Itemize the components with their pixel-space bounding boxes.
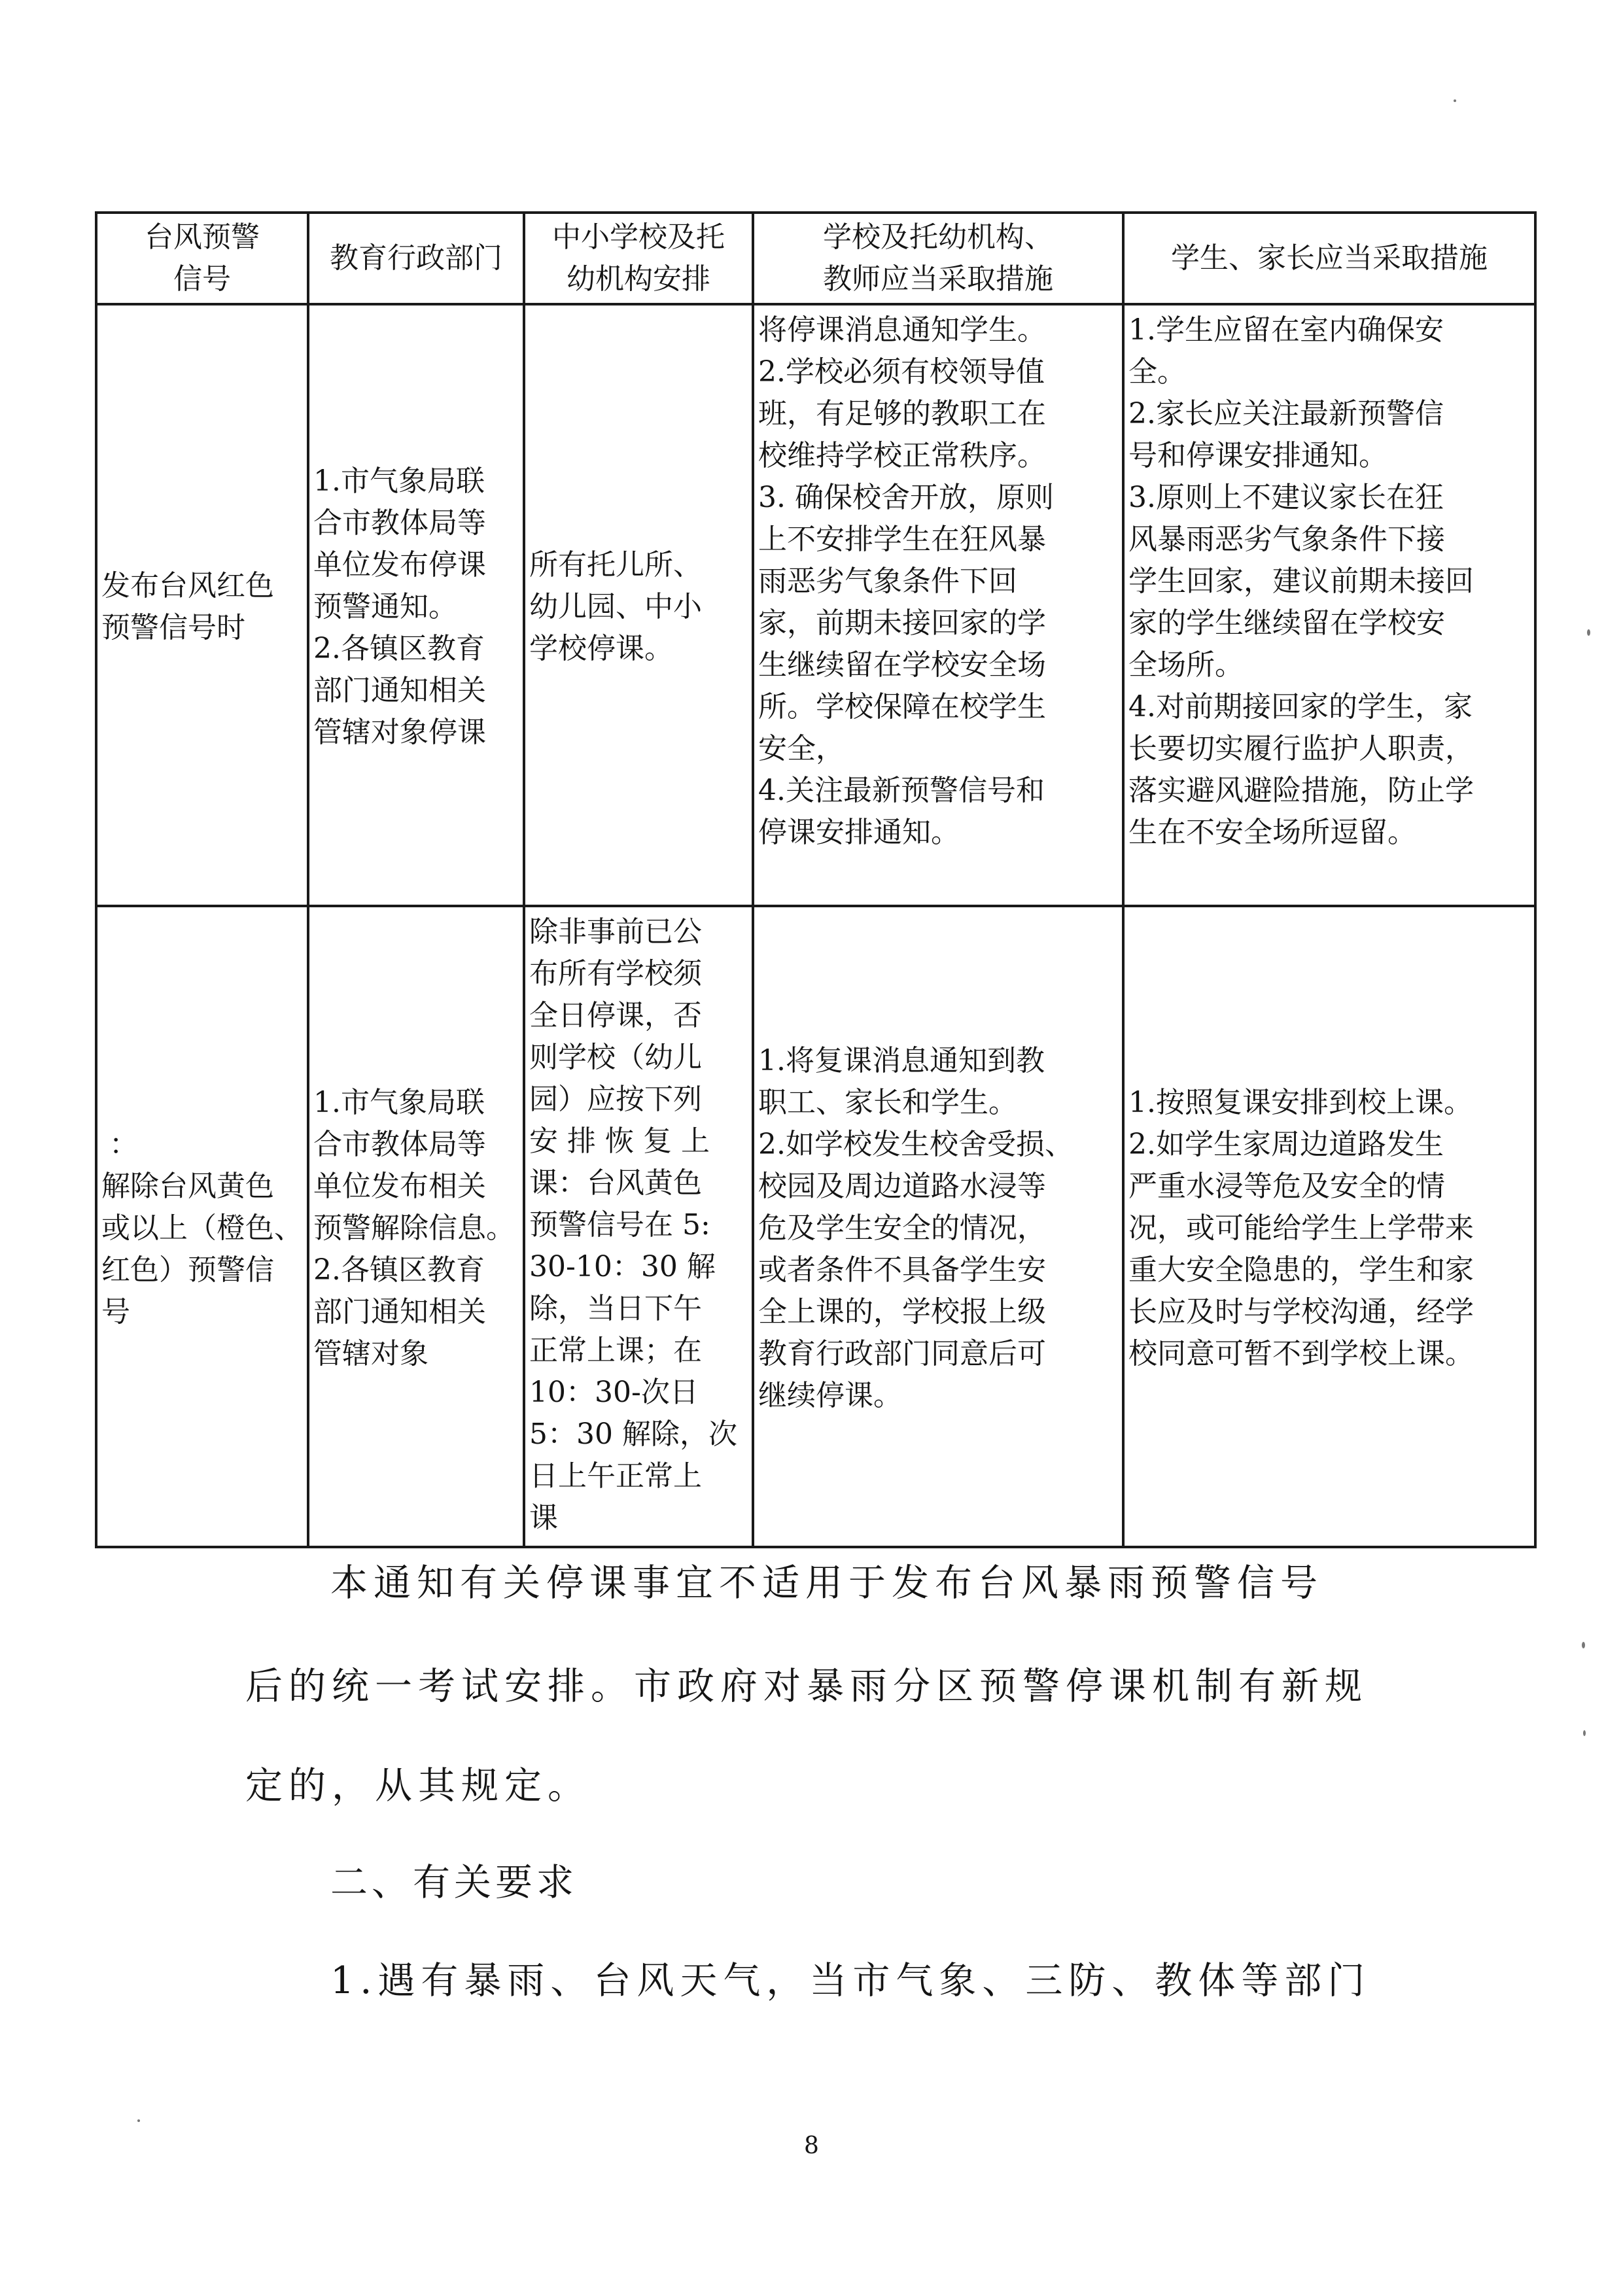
scan-speck [1454, 99, 1456, 102]
notice-paragraph-line: 后的统一考试安排。市政府对暴雨分区预警停课机制有新规 [245, 1665, 1368, 1708]
notice-paragraph-line: 本通知有关停课事宜不适用于发布台风暴雨预警信号 [330, 1561, 1323, 1605]
table-row [96, 304, 1535, 906]
row2-parents-cell: 1.按照复课安排到校上课。 2.如学生家周边道路发生 严重水浸等危及安全的情 况，或可能给学生上学带来 重大安全隐患的，学生和家 长应及时与学校沟通，经学 校同意可暂不到学校上课。 [1123, 906, 1535, 1547]
row1-parents-cell: 1.学生应留在室内确保安 全。 2.家长应关注最新预警信 号和停课安排通知。 3.原则上不建议家长在狂 风暴雨恶劣气象条件下接 学生回家，建议前期未接回 家的学生继续留在学校安 全场所。 4.对前期接回家的学生，家 长要切实履行监护人职责， 落实避风避险措施，防止学 生在不安全场所逗留。 [1123, 304, 1535, 906]
notice-paragraph-line: 定的，从其规定。 [245, 1764, 591, 1807]
row2-admin-cell: 1.市气象局联 合市教体局等 单位发布相关 预警解除信息。 2.各镇区教育 部门通知相关 管辖对象 [308, 906, 524, 1547]
row2-schools-cell: 除非事前已公 布所有学校须 全日停课，否 则学校（幼儿 园）应按下列 安 排 恢 复 上 课：台风黄色 预警信号在 5: 30-10：30 解 除，当日下午 正常上课；在 10：30-次日 5：30 解除，次 日上午正常上 课 [524, 906, 753, 1547]
scan-speck [1587, 629, 1590, 636]
scan-speck [1582, 1642, 1585, 1648]
row2-measures-cell: 1.将复课消息通知到教 职工、家长和学生。 2.如学校发生校舍受损、 校园及周边道路水浸等 危及学生安全的情况， 或者条件不具备学生安 全上课的，学校报上级 教育行政部门同意后可 继续停课。 [753, 906, 1123, 1547]
row1-signal-cell: 发布台风红色 预警信号时 [96, 304, 308, 906]
requirement-item-line: 1.遇有暴雨、台风天气，当市气象、三防、教体等部门 [330, 1959, 1371, 2002]
typhoon-measures-table [95, 211, 1537, 1548]
scan-speck [137, 2119, 140, 2122]
section-heading: 二、有关要求 [330, 1861, 578, 1904]
row1-measures-cell: 将停课消息通知学生。 2.学校必须有校领导值 班，有足够的教职工在 校维持学校正常秩序。 3. 确保校舍开放，原则 上不安排学生在狂风暴 雨恶劣气象条件下回 家，前期未接回家的学 生继续留在学校安全场 所。学校保障在校学生 安全， 4.关注最新预警信号和 停课安排通知。 [753, 304, 1123, 906]
row2-signal-cell: ： 解除台风黄色 或以上（橙色、 红色）预警信 号 [96, 906, 308, 1547]
scan-speck [1583, 1730, 1586, 1736]
table-header-row [96, 213, 1535, 304]
page-number: 8 [804, 2132, 819, 2159]
header-parents: 学生、家长应当采取措施 [1123, 213, 1535, 304]
row1-admin-cell: 1.市气象局联 合市教体局等 单位发布停课 预警通知。 2.各镇区教育 部门通知相关 管辖对象停课 [308, 304, 524, 906]
row1-schools-cell: 所有托儿所、 幼儿园、中小 学校停课。 [524, 304, 753, 906]
header-signal: 台风预警 信号 [96, 213, 308, 304]
header-measures: 学校及托幼机构、 教师应当采取措施 [753, 213, 1123, 304]
header-admin: 教育行政部门 [308, 213, 524, 304]
header-schools: 中小学校及托 幼机构安排 [524, 213, 753, 304]
table-row [96, 906, 1535, 1547]
